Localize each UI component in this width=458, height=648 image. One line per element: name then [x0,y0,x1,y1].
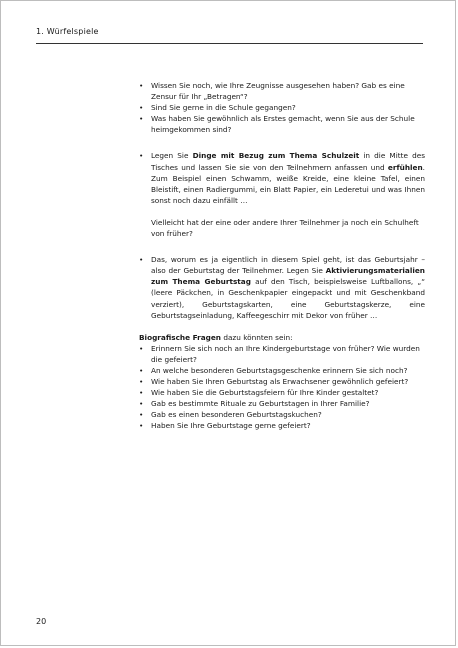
list-item: • Was haben Sie gewöhnlich als Erstes gemacht, wenn Sie aus der Schule heimgekommen sind? [139,114,415,135]
bullet: • [139,255,144,265]
header-rule [36,43,423,44]
list-item: • Sind Sie gerne in die Schule gegangen? [139,103,296,113]
bullet: • [139,81,144,90]
bullet: • [139,388,144,398]
list-item: • Legen Sie Dinge mit Bezug zum Thema Schulzeit in die Mitte des Tisches und lassen Sie sie von den Teilnehmern anfassen und erfühlen. Zum Beispiel einen Schwamm, weiße Kreide, eine kleine Tafel, einen Bleistift, einen Radiergummi, ein Blatt Papier, ein Lederetui und was Ihnen sonst noch dazu einfällt … [139,151,425,205]
page-content [139,80,425,432]
bullet: • [139,114,144,124]
list-item: • Wie haben Sie Ihren Geburtstag als Erwachsener gewöhnlich gefeiert? [139,377,409,387]
list-item: • Erinnern Sie sich noch an Ihre Kindergeburtstage von früher? Wie wurden die gefeiert? [139,343,420,364]
biografische-heading: Biografische Fragen dazu könnten sein: [139,332,293,342]
list-item: • Das, worum es ja eigentlich in diesem Spiel geht, ist das Geburtsjahr – also der Geburtstag der Teilnehmer. Legen Sie Aktivierungsmaterialien zum Thema Geburtstag auf den Tisch, beispielsweise Luftballons, „“ (leere Päckchen, in Geschenkpapier eingepackt und mit Geschenkband verziert), Geburtstagskarten, eine Geburtstagskerze, eine Geburtstagseinladung, Kaffeegeschirr mit Dekor von früher … [139,255,425,320]
school-notebook-paragraph: Vielleicht hat der eine oder andere Ihrer Teilnehmer ja noch ein Schulheft von früher? [151,217,419,239]
bullet: • [139,103,144,113]
bullet: • [139,151,144,161]
list-item: • Wissen Sie noch, wie Ihre Zeugnisse ausgesehen haben? Gab es eine Zensur für Ihr „Betragen“? [139,81,405,102]
bullet: • [139,343,144,353]
list-item: • Gab es bestimmte Rituale zu Geburtstagen in Ihrer Familie? [139,399,370,409]
chapter-header: 1. Würfelspiele [36,27,99,36]
list-item: • Gab es einen besonderen Geburtstagskuchen? [139,410,322,420]
list-item: • Wie haben Sie die Geburtstagsfeiern für Ihre Kinder gestaltet? [139,388,379,398]
bullet: • [139,399,144,409]
page-number: 20 [36,617,47,626]
school-questions-list [139,80,425,135]
bullet: • [139,410,144,420]
birthday-materials-list [139,254,425,321]
list-item: • Haben Sie Ihre Geburtstage gerne gefeiert? [139,421,311,431]
school-objects-list [139,150,425,205]
bullet: • [139,365,144,375]
bullet: • [139,377,144,387]
list-item: • An welche besonderen Geburtstagsgeschenke erinnern Sie sich noch? [139,365,408,375]
bullet: • [139,421,144,431]
biografische-questions-list [139,343,425,432]
